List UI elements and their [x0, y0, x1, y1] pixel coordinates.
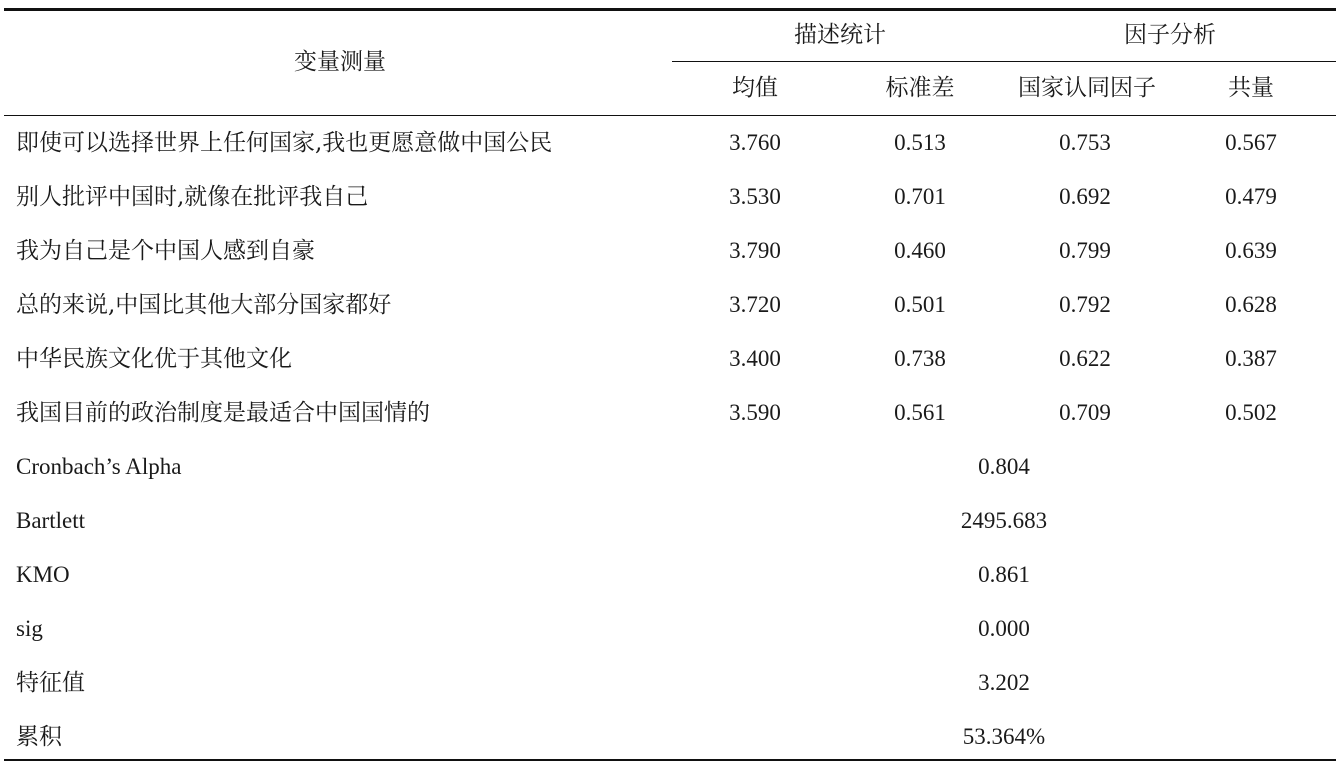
- stat-value: 53.364%: [962, 724, 1046, 749]
- group-rule: [672, 61, 1336, 62]
- stat-label: Bartlett: [16, 508, 85, 533]
- row-mean: 3.530: [729, 184, 781, 209]
- stat-value: 2495.683: [960, 508, 1048, 533]
- header-group-descriptive: 描述统计: [794, 22, 886, 48]
- row-factor: 0.622: [1059, 346, 1111, 371]
- row-std: 0.701: [894, 184, 946, 209]
- row-mean: 3.720: [729, 292, 781, 317]
- row-factor: 0.792: [1059, 292, 1111, 317]
- row-label: 我为自己是个中国人感到自豪: [16, 238, 315, 264]
- row-mean: 3.590: [729, 400, 781, 425]
- row-communality: 0.502: [1225, 400, 1277, 425]
- row-label: 中华民族文化优于其他文化: [16, 346, 292, 372]
- row-communality: 0.387: [1225, 346, 1277, 371]
- stat-label: KMO: [16, 562, 70, 587]
- stat-value: 3.202: [978, 670, 1030, 695]
- stat-value: 0.804: [978, 454, 1030, 479]
- row-std: 0.738: [894, 346, 946, 371]
- row-std: 0.561: [894, 400, 946, 425]
- header-variable-measure: 变量测量: [294, 49, 386, 75]
- header-mean: 均值: [732, 75, 778, 101]
- stat-label: sig: [16, 616, 43, 641]
- row-factor: 0.799: [1059, 238, 1111, 263]
- row-mean: 3.760: [729, 130, 781, 155]
- header-national-identity-factor: 国家认同因子: [1018, 75, 1156, 101]
- stat-label: Cronbach’s Alpha: [16, 454, 182, 479]
- stat-label: 累积: [16, 724, 62, 750]
- row-label: 我国目前的政治制度是最适合中国国情的: [16, 400, 430, 426]
- row-std: 0.501: [894, 292, 946, 317]
- row-label: 即使可以选择世界上任何国家,我也更愿意做中国公民: [16, 130, 553, 156]
- row-factor: 0.753: [1059, 130, 1111, 155]
- row-communality: 0.567: [1225, 130, 1277, 155]
- row-std: 0.513: [894, 130, 946, 155]
- stat-value: 0.861: [978, 562, 1030, 587]
- row-mean: 3.790: [729, 238, 781, 263]
- row-communality: 0.639: [1225, 238, 1277, 263]
- bottom-rule: [4, 759, 1336, 761]
- header-std: 标准差: [885, 75, 955, 101]
- stat-label: 特征值: [16, 670, 85, 696]
- row-mean: 3.400: [729, 346, 781, 371]
- row-communality: 0.628: [1225, 292, 1277, 317]
- header-group-factor: 因子分析: [1124, 22, 1216, 48]
- row-factor: 0.709: [1059, 400, 1111, 425]
- stat-value: 0.000: [978, 616, 1030, 641]
- row-std: 0.460: [894, 238, 946, 263]
- row-label: 总的来说,中国比其他大部分国家都好: [16, 292, 392, 318]
- row-communality: 0.479: [1225, 184, 1277, 209]
- row-label: 别人批评中国时,就像在批评我自己: [16, 184, 369, 210]
- top-rule: [4, 8, 1336, 11]
- header-bottom-rule: [4, 115, 1336, 116]
- row-factor: 0.692: [1059, 184, 1111, 209]
- header-communality: 共量: [1228, 75, 1274, 101]
